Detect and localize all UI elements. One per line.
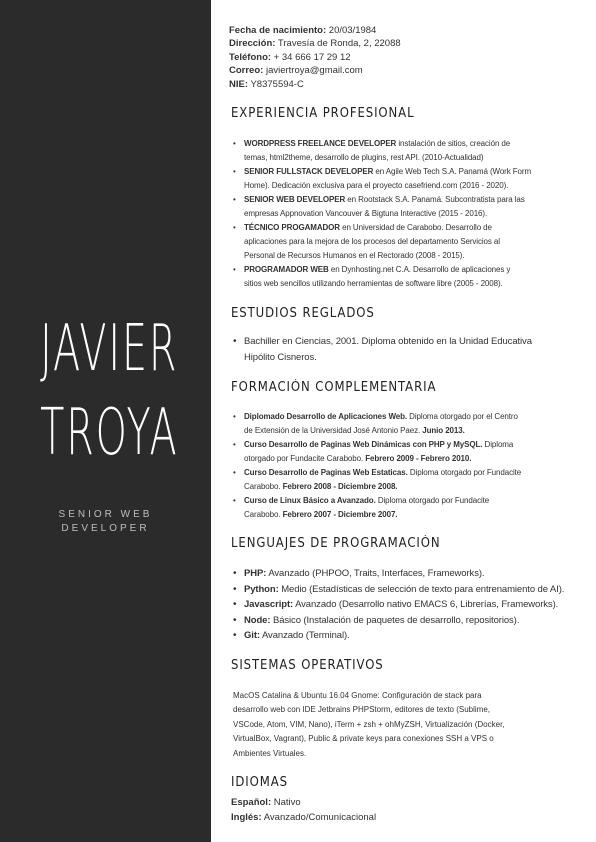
list-item: • SENIOR WEB DEVELOPER en Rootstack S.A. Panamá. Subcontratista para las empresas Appnovation Vancouver & Bigtuna Interactive (2015 - 2016).: [231, 193, 576, 221]
last-name: TROYA: [40, 396, 179, 470]
list-item: • PHP: Avanzado (PHPOO, Traits, Interfaces, Frameworks).: [231, 566, 576, 582]
paragraph-line: MacOS Catalina & Ubuntu 16.04 Gnome: Configuración de stack para: [233, 691, 482, 700]
paragraph-line: VirtualBox, Vagrant), Public & private keys para conexiones SSH a VPS o: [233, 734, 494, 744]
list-item: • Javascript: Avanzado (Desarrollo nativo EMACS 6, Librerías, Frameworks).: [231, 597, 576, 613]
idiomas-list: [231, 795, 376, 825]
role-line-1: SENIOR WEB: [58, 509, 153, 520]
contact-email: Correo: javiertroya@gmail.com: [229, 65, 363, 77]
section-title-formacion: FORMACIÓN COMPLEMENTARIA: [231, 380, 437, 395]
sistemas-paragraph: [233, 689, 568, 761]
paragraph-line: Ambientes Virtuales.: [233, 748, 307, 758]
list-item: • Python: Medio (Estadísticas de selección de texto para entrenamiento de AI).: [231, 582, 576, 598]
list-item: • WORDPRESS FREELANCE DEVELOPER instalación de sitios, creación de temas, html2theme, desarrollo de plugins, rest API. (2010-Actualidad): [231, 137, 576, 165]
contact-address: Dirección: Travesía de Ronda, 2, 22088: [229, 38, 401, 50]
first-name: JAVIER: [40, 312, 179, 386]
contact-phone: Teléfono: + 34 666 17 29 12: [229, 51, 351, 63]
formacion-list: [231, 410, 576, 522]
section-title-lenguajes: LENGUAJES DE PROGRAMACIÓN: [231, 536, 441, 551]
list-item: • Curso de Linux Básico a Avanzado. Diploma otorgado por Fundacite Carabobo. Febrero 2007 - Diciembre 2007.: [231, 494, 576, 522]
list-item: • Git: Avanzado (Terminal).: [231, 628, 576, 644]
list-item: • Bachiller en Ciencias, 2001. Diploma obtenido en la Unidad Educativa Hipólito Cisneros.: [231, 334, 576, 365]
list-item: • Curso Desarrollo de Paginas Web Estaticas. Diploma otorgado por Fundacite Carabobo. Febrero 2008 - Diciembre 2008.: [231, 466, 576, 494]
language-item: Inglés: Avanzado/Comunicacional: [231, 812, 377, 823]
contact-nie: NIE: Y8375594-C: [229, 78, 304, 90]
section-title-idiomas: IDIOMAS: [231, 775, 288, 790]
lenguajes-list: [231, 566, 576, 644]
list-item: • SENIOR FULLSTACK DEVELOPER en Agile Web Tech S.A. Panamá (Work Form Home). Dedicación exclusiva para el proyecto casefriend.com (2016 - 2020).: [231, 165, 576, 193]
paragraph-line: desarrollo web con IDE Jetbrains PHPStorm, editores de texto (Sublime,: [233, 705, 491, 715]
estudios-list: [231, 334, 576, 365]
list-item: • TÉCNICO PROGAMADOR en Universidad de Carabobo. Desarrollo de aplicaciones para la mejora de los procesos del departamento Servicios al Personal de Recursos Humanos en el Rectorado (2008 - 2015).: [231, 221, 576, 263]
list-item: • Diplomado Desarrollo de Aplicaciones Web. Diploma otorgado por el Centro de Extensión de la Universidad José Antonio Paez. Junio 2013.: [231, 410, 576, 438]
list-item: • PROGRAMADOR WEB en Dynhosting.net C.A. Desarrollo de aplicaciones y sitios web sencillos utilizando herramientas de software libre (2005 - 2008).: [231, 263, 576, 291]
experiencia-list: [231, 137, 576, 291]
list-item: • Curso Desarrollo de Paginas Web Dinámicas con PHP y MySQL. Diploma otorgado por Fundacite Carabobo. Febrero 2009 - Febrero 2010.: [231, 438, 576, 466]
section-title-experiencia: EXPERIENCIA PROFESIONAL: [231, 106, 415, 121]
contact-birthdate: Fecha de nacimiento: 20/03/1984: [229, 25, 377, 36]
section-title-sistemas: SISTEMAS OPERATIVOS: [231, 658, 384, 673]
section-title-estudios: ESTUDIOS REGLADOS: [231, 306, 375, 321]
list-item: • Node: Básico (Instalación de paquetes de desarrollo, repositorios).: [231, 613, 576, 629]
contact-info: [229, 24, 579, 91]
role-line-2: DEVELOPER: [61, 523, 150, 534]
paragraph-line: VSCode, Atom, VIM, Nano), iTerm + zsh + ohMyZSH, Virtualización (Docker,: [233, 719, 505, 729]
language-item: Español: Nativo: [231, 797, 301, 808]
sidebar: [0, 0, 211, 842]
